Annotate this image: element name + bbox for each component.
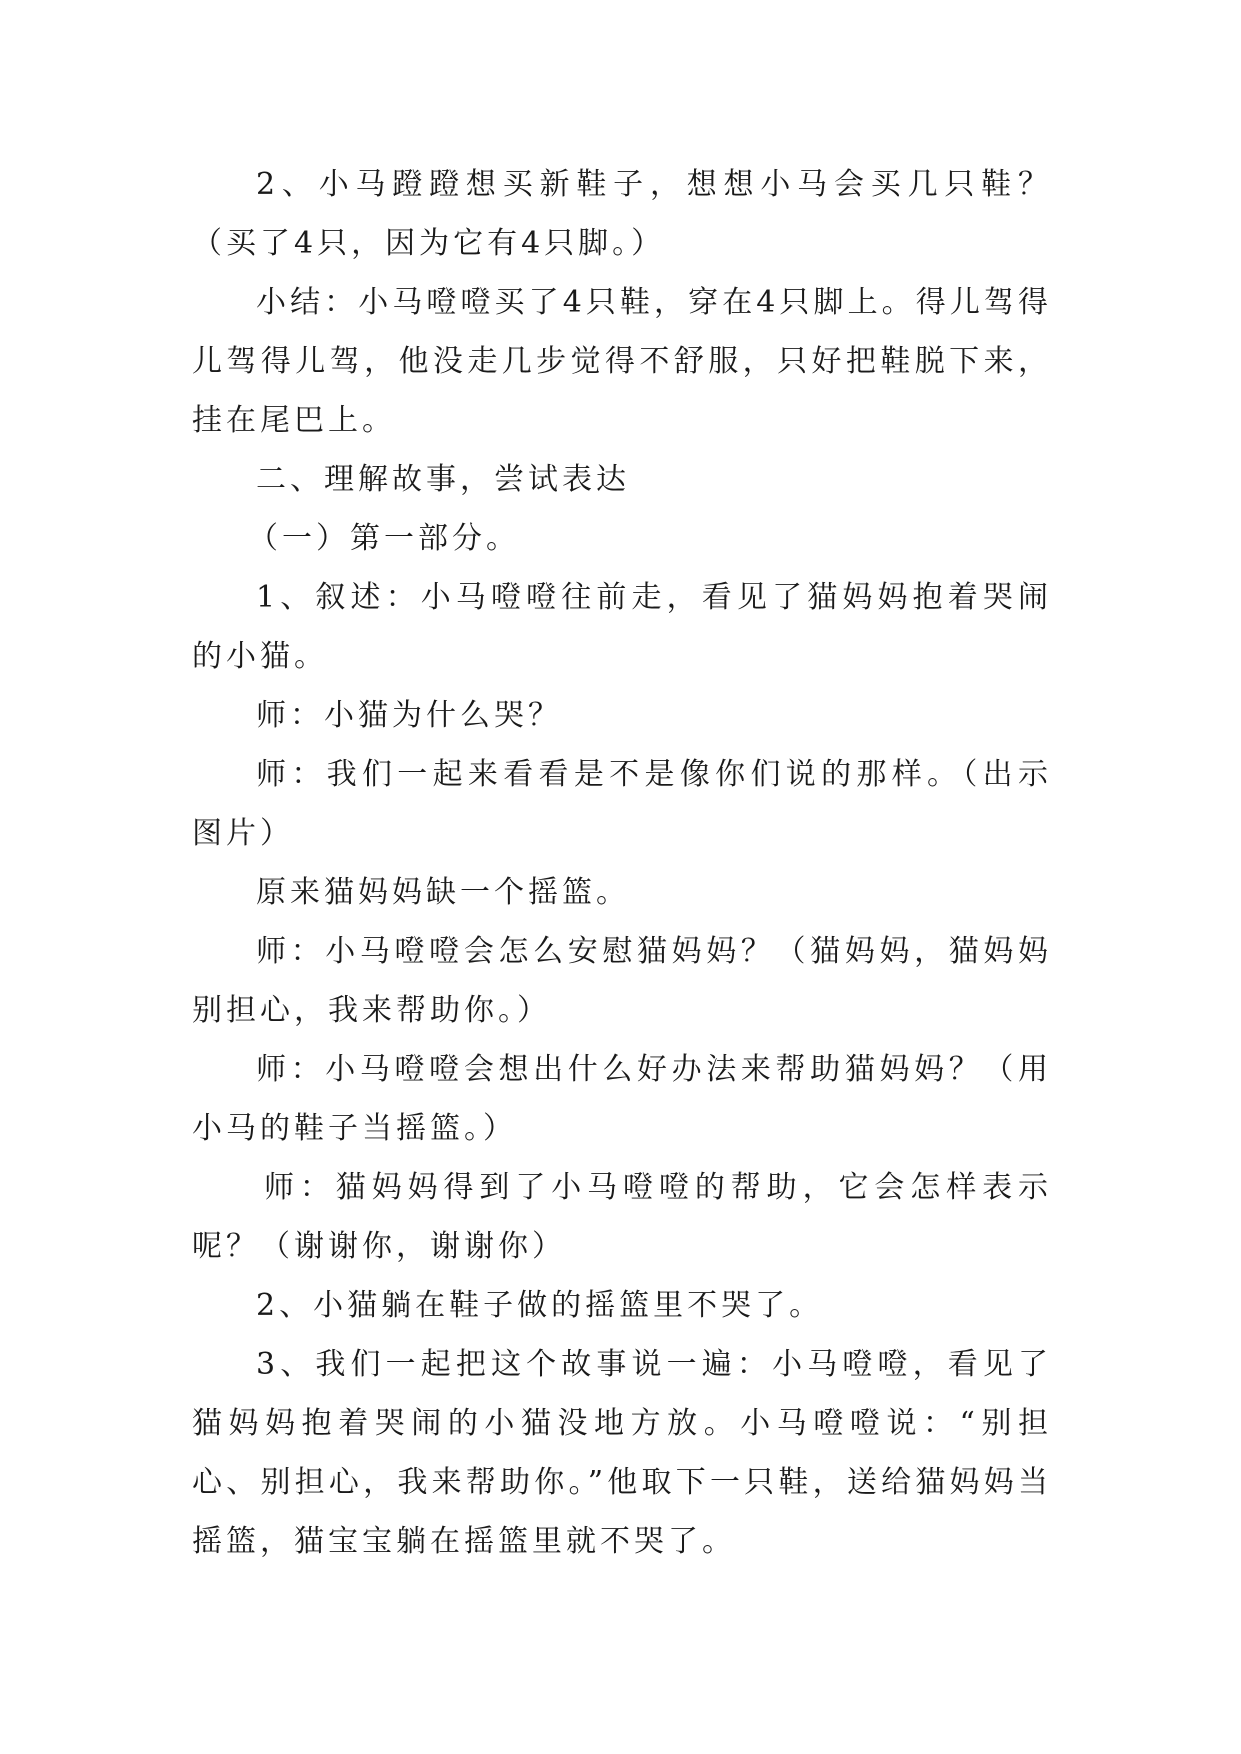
- document-body: [192, 155, 1052, 1571]
- paragraph-teacher-show-picture: 师：我们一起来看看是不是像你们说的那样。（出示图片）: [192, 757, 1052, 851]
- paragraph-missing-cradle: 原来猫妈妈缺一个摇篮。: [256, 875, 630, 910]
- paragraph-teacher-question-why-cry: 师：小猫为什么哭？: [256, 698, 562, 733]
- paragraph-retell-story: 3、我们一起把这个故事说一遍：小马噔噔，看见了猫妈妈抱着哭闹的小猫没地方放。小马噔噔说：“别担心、别担心，我来帮助你。”他取下一只鞋，送给猫妈妈当摇篮，猫宝宝躺在摇篮里就不哭了。: [192, 1347, 1052, 1559]
- paragraph-teacher-comfort: 师：小马噔噔会怎么安慰猫妈妈？（猫妈妈，猫妈妈别担心，我来帮助你。）: [192, 934, 1052, 1028]
- paragraph-teacher-thanks: 师：猫妈妈得到了小马噔噔的帮助，它会怎样表示呢？（谢谢你，谢谢你）: [192, 1170, 1052, 1264]
- paragraph-teacher-idea: 师：小马噔噔会想出什么好办法来帮助猫妈妈？（用小马的鞋子当摇篮。）: [192, 1052, 1052, 1146]
- subsection-heading-part-one: （一）第一部分。: [248, 521, 520, 556]
- section-heading-understand-story: 二、理解故事，尝试表达: [256, 462, 630, 497]
- paragraph-narration: 1、叙述：小马噔噔往前走，看见了猫妈妈抱着哭闹的小猫。: [192, 580, 1052, 674]
- paragraph-question-shoes: 2、小马蹬蹬想买新鞋子，想想小马会买几只鞋？（买了4只，因为它有4只脚。）: [192, 167, 1052, 261]
- paragraph-summary: 小结：小马噔噔买了4只鞋，穿在4只脚上。得儿驾得儿驾得儿驾，他没走几步觉得不舒服，只好把鞋脱下来，挂在尾巴上。: [192, 285, 1052, 438]
- paragraph-kitten-stops-crying: 2、小猫躺在鞋子做的摇篮里不哭了。: [256, 1288, 824, 1323]
